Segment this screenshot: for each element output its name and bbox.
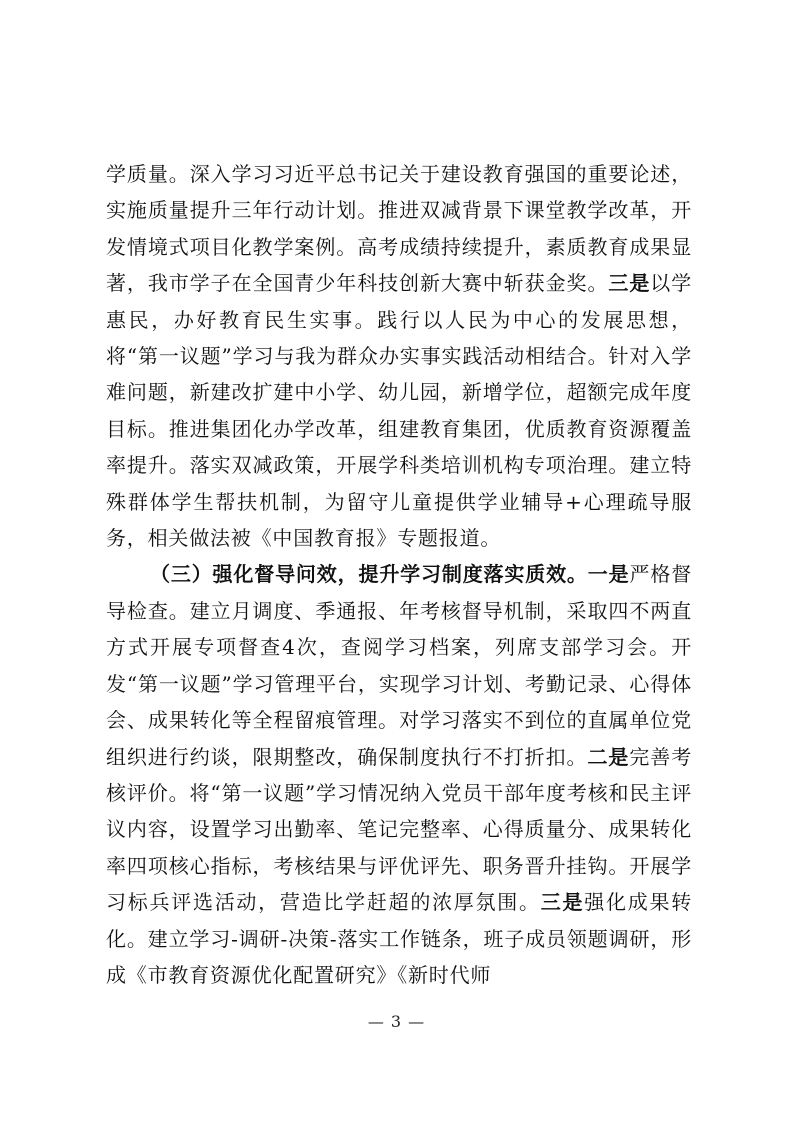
paragraph-1-text-a: 学质量。深入学习习近平总书记关于建设教育强国的重要论述，实施质量提升三年行动计划。推进双减背景下课堂教学改革，开发情境式项目化教学案例。高考成绩持续提升，素质教育成果显著，我市学子在全国青少年科技创新大赛中斩获金奖。 <box>106 162 692 296</box>
page-number: — 3 — <box>367 1012 426 1031</box>
paragraph-2-bold-b: 二是 <box>587 744 630 769</box>
paragraph-2 <box>106 556 692 993</box>
paragraph-2-bold-c: 三是 <box>540 890 585 915</box>
paragraph-2-bold-a: 一是 <box>587 562 630 587</box>
paragraph-1-text-b: 以学惠民，办好教育民生实事。践行以人民为中心的发展思想，将“第一议题”学习与我为群众办实事实践活动相结合。针对入学难问题，新建改扩建中小学、幼儿园，新增学位，超额完成年度目标。推进集团化办学改革，组建教育集团，优质教育资源覆盖率提升。落实双减政策，开展学科类培训机构专项治理。建立特殊群体学生帮扶机制，为留守儿童提供学业辅导+心理疏导服务，相关做法被《中国教育报》专题报道。 <box>106 271 692 551</box>
paragraph-1-bold-a: 三是 <box>608 271 651 296</box>
section-heading: （三）强化督导问效，提升学习制度落实质效。 <box>150 562 588 587</box>
paragraph-2-text-c: 强化成果转化。建立学习-调研-决策-落实工作链条，班子成员领题调研，形成《市教育资源优化配置研究》《新时代师 <box>106 890 693 987</box>
paragraph-2-text-a: 严格督导检查。建立月调度、季通报、年考核督导机制，采取四不两直方式开展专项督查4次，查阅学习档案，列席支部学习会。开发“第一议题”学习管理平台，实现学习计划、考勤记录、心得体会、成果转化等全程留痕管理。对学习落实不到位的直属单位党组织进行约谈，限期整改，确保制度执行不打折扣。 <box>106 562 692 769</box>
paragraph-1 <box>106 156 692 556</box>
paragraph-2-text-b: 完善考核评价。将“第一议题”学习情况纳入党员干部年度考核和民主评议内容，设置学习出勤率、笔记完整率、心得质量分、成果转化率四项核心指标，考核结果与评优评先、职务晋升挂钩。开展学习标兵评选活动，营造比学赶超的浓厚氛围。 <box>106 744 692 915</box>
body-text <box>106 156 692 993</box>
